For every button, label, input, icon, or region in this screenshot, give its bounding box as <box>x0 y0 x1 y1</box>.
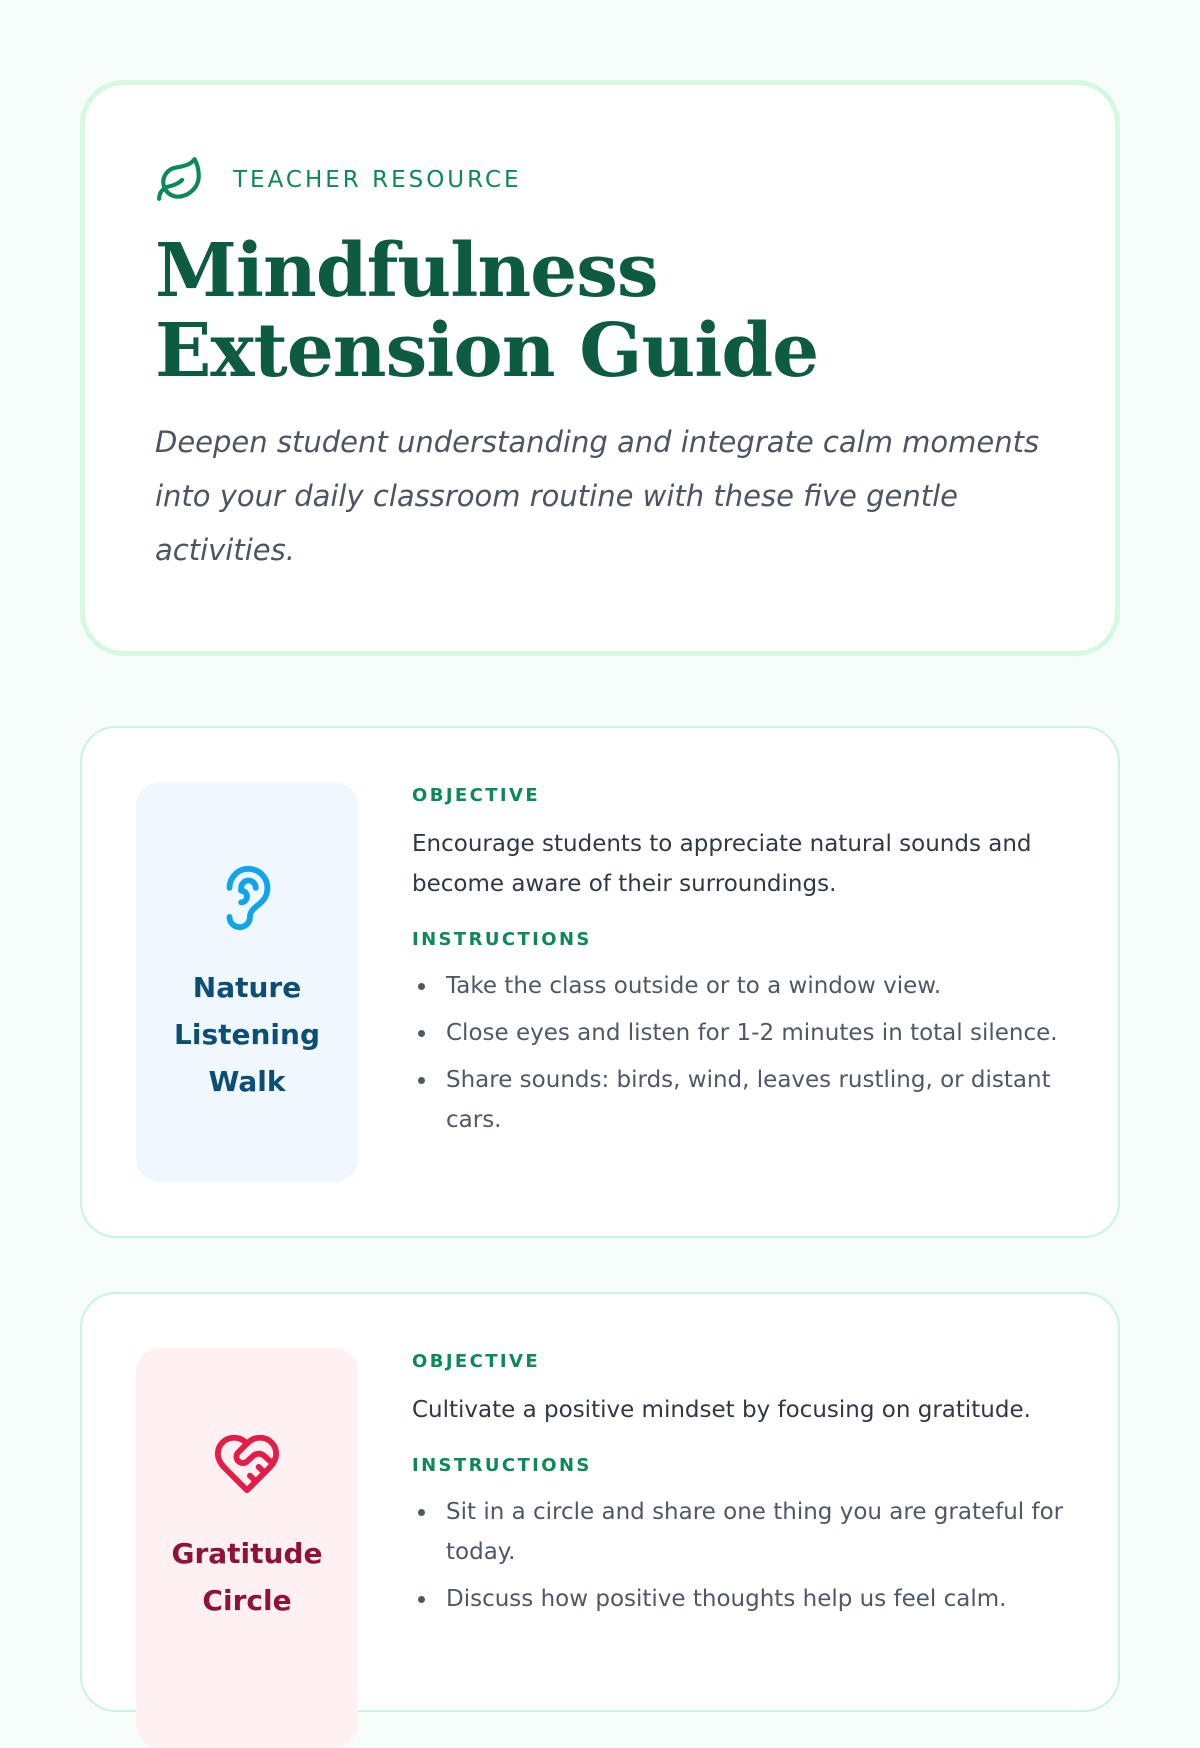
activity-title: Gratitude Circle <box>171 1537 323 1617</box>
objective-label: OBJECTIVE <box>412 785 541 806</box>
list-item: Take the class outside or to a window view. <box>412 966 1072 1006</box>
kicker-label: TEACHER RESOURCE <box>233 167 522 193</box>
hero-card <box>80 80 1120 656</box>
objective-label: OBJECTIVE <box>412 1351 541 1372</box>
heart-handshake-icon <box>212 1426 282 1502</box>
activity-card <box>80 726 1120 1238</box>
activity-sidebar <box>136 782 358 1182</box>
activity-card <box>80 1292 1120 1712</box>
objective-text: Cultivate a positive mindset by focusing on gratitude. <box>412 1397 1031 1423</box>
activity-content <box>412 1350 1072 1626</box>
instructions-list <box>412 966 1072 1140</box>
instructions-label: INSTRUCTIONS <box>412 929 592 950</box>
page-title: Mindfulness Extension Guide <box>155 228 819 394</box>
instructions-label: INSTRUCTIONS <box>412 1455 592 1476</box>
hero-kicker <box>155 155 522 205</box>
list-item: Discuss how positive thoughts help us feel calm. <box>412 1579 1072 1619</box>
leaf-icon <box>155 155 205 205</box>
activity-sidebar <box>136 1348 358 1748</box>
page-subtitle: Deepen student understanding and integrate calm moments into your daily classroom routine with these five gentle activities. <box>155 425 1040 567</box>
ear-icon <box>212 860 282 936</box>
objective-text: Encourage students to appreciate natural sounds and become aware of their surroundings. <box>412 831 1032 897</box>
activity-title: Nature Listening Walk <box>174 971 320 1098</box>
list-item: Sit in a circle and share one thing you are grateful for today. <box>412 1492 1072 1572</box>
list-item: Close eyes and listen for 1-2 minutes in total silence. <box>412 1013 1072 1053</box>
activity-content <box>412 784 1072 1147</box>
list-item: Share sounds: birds, wind, leaves rustling, or distant cars. <box>412 1060 1072 1140</box>
